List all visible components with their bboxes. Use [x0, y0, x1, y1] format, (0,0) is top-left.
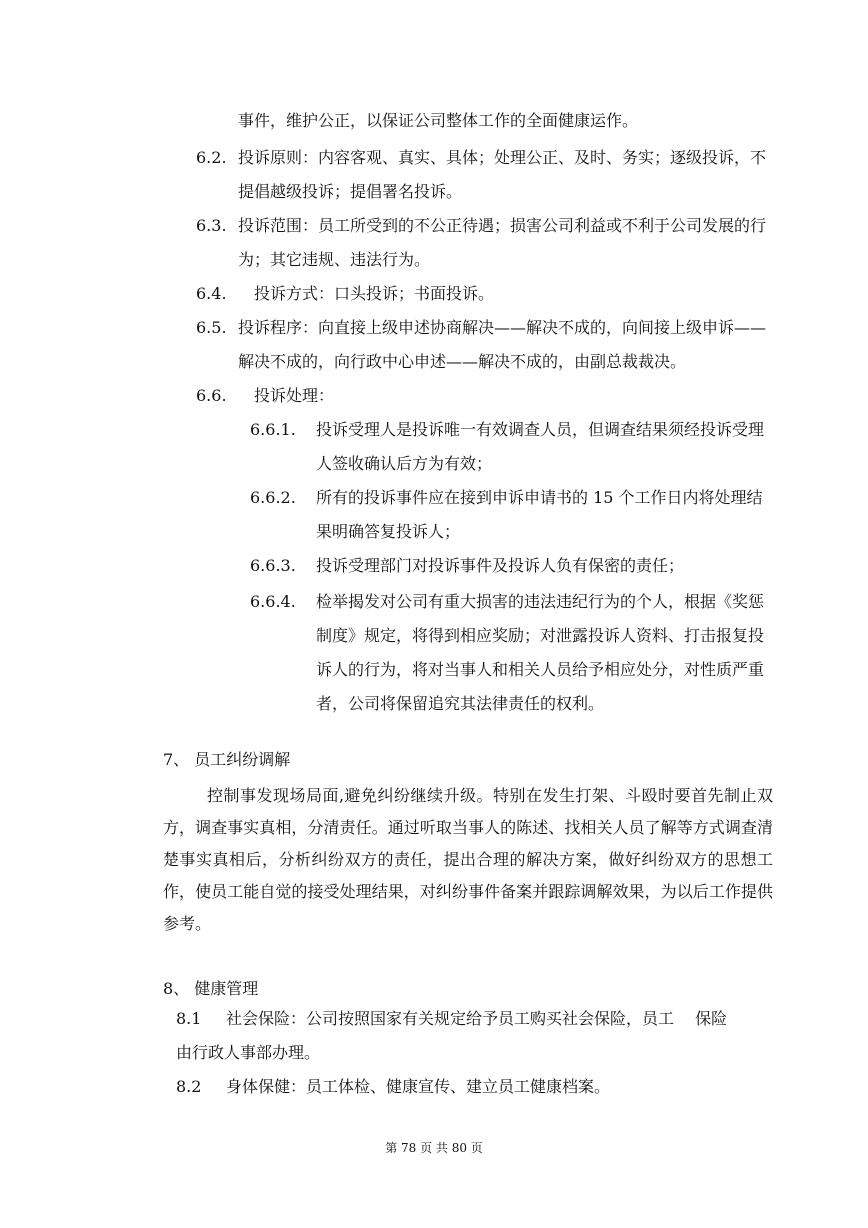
clause-number: 6.5. [196, 318, 227, 337]
clause-text: 投诉原则：内容客观、真实、具体；处理公正、及时、务实；逐级投诉，不提倡越级投诉；提倡署名投诉。 [238, 148, 767, 201]
clause-6-6-1 [250, 413, 774, 483]
clause-6-6-3 [250, 549, 774, 585]
clause-text: 投诉范围：员工所受到的不公正待遇；损害公司利益或不利于公司发展的行为；其它违规、违法行为。 [238, 216, 767, 269]
clause-number: 6.6.3. [250, 556, 296, 575]
clause-number: 6.6.4. [250, 592, 296, 611]
clause-text: 检举揭发对公司有重大损害的违法违纪行为的个人，根据《奖惩制度》规定，将得到相应奖励；对泄露投诉人资料、打击报复投诉人的行为，将对当事人和相关人员给予相应处分，对性质严重者，公司将保留追究其法律责任的权利。 [316, 592, 765, 713]
clause-6-2 [196, 141, 774, 211]
section-8-heading: 8、 健康管理 [163, 979, 259, 998]
clause-number: 6.4. [196, 284, 227, 303]
clause-text: 投诉受理部门对投诉事件及投诉人负有保密的责任； [316, 556, 685, 575]
clause-number: 6.3. [196, 216, 227, 235]
clause-text: 投诉方式：口头投诉；书面投诉。 [254, 284, 495, 303]
clause-text: 投诉处理： [254, 386, 335, 405]
section-7-body: 控制事发现场局面,避免纠纷继续升级。特别在发生打架、斗殴时要首先制止双方，调查事实真相，分清责任。通过听取当事人的陈述、找相关人员了解等方式调查清楚事实真相后，分析纠纷双方的责任，提出合理的解决方案，做好纠纷双方的思想工作，使员工能自觉的接受处理结果，对纠纷事件备案并跟踪调解效果，为以后工作提供参考。 [163, 786, 773, 933]
clause-6-3 [196, 209, 774, 279]
clause-8-2-text: 身体保健：员工体检、健康宣传、建立员工健康档案。 [226, 1077, 611, 1096]
clause-8-1-continuation: 由行政人事部办理。 [176, 1043, 321, 1062]
clause-text: 投诉受理人是投诉唯一有效调查人员，但调查结果须经投诉受理人签收确认后方为有效； [316, 420, 765, 473]
clause-text: 投诉程序：向直接上级申述协商解决——解决不成的，向间接上级申诉——解决不成的，向行政中心申述——解决不成的，由副总裁裁决。 [238, 318, 767, 371]
section-7-heading: 7、 员工纠纷调解 [163, 750, 291, 769]
clause-number: 6.6.2. [250, 488, 296, 507]
continuation-text: 事件，维护公正，以保证公司整体工作的全面健康运作。 [238, 111, 639, 130]
clause-6-6-2 [250, 481, 774, 551]
clause-6-5 [196, 311, 774, 381]
clause-8-2-number: 8.2 [176, 1077, 202, 1096]
clause-8-1-text: 社会保险：公司按照国家有关规定给予员工购买社会保险，员工 保险 [226, 1009, 728, 1028]
page-number-footer: 第 78 页 共 80 页 [385, 1141, 483, 1155]
clause-6-6 [196, 379, 774, 415]
clause-6-6-4 [250, 585, 774, 725]
clause-text: 所有的投诉事件应在接到申诉申请书的 15 个工作日内将处理结果明确答复投诉人； [316, 488, 763, 541]
clause-8-1-number: 8.1 [176, 1009, 202, 1028]
clause-number: 6.6.1. [250, 420, 296, 439]
clause-number: 6.2. [196, 148, 227, 167]
clause-number: 6.6. [196, 386, 227, 405]
clause-6-4 [196, 277, 774, 313]
